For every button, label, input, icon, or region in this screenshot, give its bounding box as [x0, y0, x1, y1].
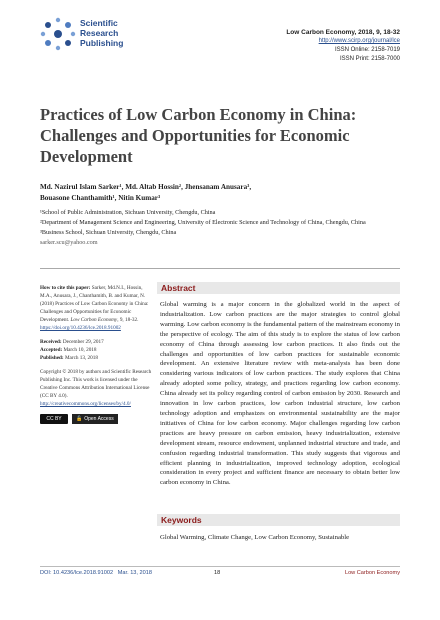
abstract-text: Global warming is a major concern in the globalized world in the aspect of industrialization. Low carbon practices are the major strategies to control global warming. Low carbon economy is the fundamental pattern of the mainstream economy in the perspective of ecology. The aim of this study is to explore the status of low carbon economy of China through assessing low carbon practices. It also finds out the challenges and opportunities of low carbon practices for sustainable economic development. An extensive literature review with meta-analysis has been done considering various indicators of low carbon practices. The study explores that China already adopted some policy, strategy, and practices regarding low carbon economy. China already set its policy regarding control of carbon emission by 2030. Research and innovation in low carbon practices, low carbon industrial structure, low carbon technology adoption and emphasizes on environmental sustainability are the major initiatives of China for low carbon economy. Major challenges regarding low carbon practices are heavy pressure on carbon emission, heavy industrialization, extensive development stream, resource endowment, unplanned industrial structure and trade, and confusion regarding industrial transformation. This study suggests that vigorous and efficient planning in industrialization, improved technology adoption, ecological consideration in every project and sufficient finance are necessary to obtain better low carbon economy in China.: [160, 301, 400, 487]
accepted-date: March 10, 2018: [63, 347, 97, 353]
scirp-logo-icon: [40, 16, 76, 52]
open-lock-icon: 🔓: [76, 416, 83, 422]
license-badges: [40, 414, 152, 424]
citation-block: [40, 284, 152, 332]
page-number: 18: [214, 570, 221, 576]
publisher-logo: [40, 14, 160, 58]
issn-print: ISSN Print: 2158-7000: [339, 56, 400, 62]
received-date: December 29, 2017: [62, 339, 104, 345]
author-list: [40, 182, 400, 204]
copyright-text: Copyright © 2018 by authors and Scientific Research Publishing Inc. This work is licensed under the Creative Commons Attribution International License (CC BY 4.0).: [40, 369, 152, 399]
abstract-heading: Abstract: [161, 283, 196, 293]
footer-doi-date: [40, 570, 152, 576]
keywords-heading-bar: [157, 514, 400, 526]
cite-label: How to cite this paper:: [40, 285, 91, 291]
authors-line-2: Bouasone Chanthamith¹, Nitin Kumar³: [40, 194, 161, 202]
issn-online: ISSN Online: 2158-7019: [334, 47, 400, 53]
open-access-badge: [72, 414, 118, 424]
accepted-label: Accepted:: [40, 347, 63, 353]
affiliation-2: ²Department of Management Science and Engineering, University of Electronic Science and Technology of China, Chengdu, China: [40, 219, 366, 226]
license-link[interactable]: http://creativecommons.org/licenses/by/4.0/: [40, 401, 131, 407]
cite-volume: , 9, 18-32.: [117, 317, 139, 323]
logo-wordmark: Scientific Research Publishing: [80, 18, 124, 48]
published-label: Published:: [40, 355, 64, 361]
article-title: Practices of Low Carbon Economy in China: Challenges and Opportunities for Economic Development: [40, 105, 357, 166]
article-sidebar: [40, 284, 152, 424]
received-label: Received:: [40, 339, 62, 345]
section-divider: [40, 268, 400, 269]
footer-journal: Low Carbon Economy: [344, 570, 400, 576]
abstract-heading-bar: [157, 282, 400, 294]
journal-url-link[interactable]: http://www.scirp.org/journal/lce: [318, 38, 400, 44]
published-date: March 13, 2018: [64, 355, 98, 361]
journal-info: [286, 28, 400, 64]
affiliation-3: ³Business School, Sichuan University, Chengdu, China: [40, 229, 177, 236]
cc-by-badge-icon[interactable]: CC BY: [40, 414, 68, 424]
corresponding-email[interactable]: sarker.scu@yahoo.com: [40, 239, 98, 246]
copyright-block: [40, 368, 152, 408]
journal-citation: Low Carbon Economy, 2018, 9, 18-32: [286, 29, 400, 36]
doi-link[interactable]: https://doi.org/10.4236/lce.2018.91002: [40, 325, 121, 331]
affiliation-1: ¹School of Public Administration, Sichuan University, Chengdu, China: [40, 209, 216, 216]
cite-text: Sarker, Md.N.I., Hossin, M.A., Anusara, J., Chanthamith, B. and Kumar, N. (2018) Practices of Low Carbon Economy in China: Challenges and Opportunities for Economic Development.: [40, 285, 149, 323]
affiliations: [40, 208, 410, 248]
footer-doi: DOI: 10.4236/lce.2018.91002: [40, 570, 114, 576]
keywords-text: Global Warming, Climate Change, Low Carbon Economy, Sustainable: [160, 534, 350, 541]
authors-line-1: Md. Nazirul Islam Sarker¹, Md. Altab Hossin², Jhensanam Anusara³,: [40, 183, 252, 191]
keywords-heading: Keywords: [161, 515, 202, 525]
footer-divider: [40, 566, 400, 567]
open-access-label: Open Access: [84, 416, 114, 422]
footer-date: Mar. 13, 2018: [117, 570, 152, 576]
cite-journal: Low Carbon Economy: [70, 317, 118, 323]
dates-block: [40, 338, 152, 362]
